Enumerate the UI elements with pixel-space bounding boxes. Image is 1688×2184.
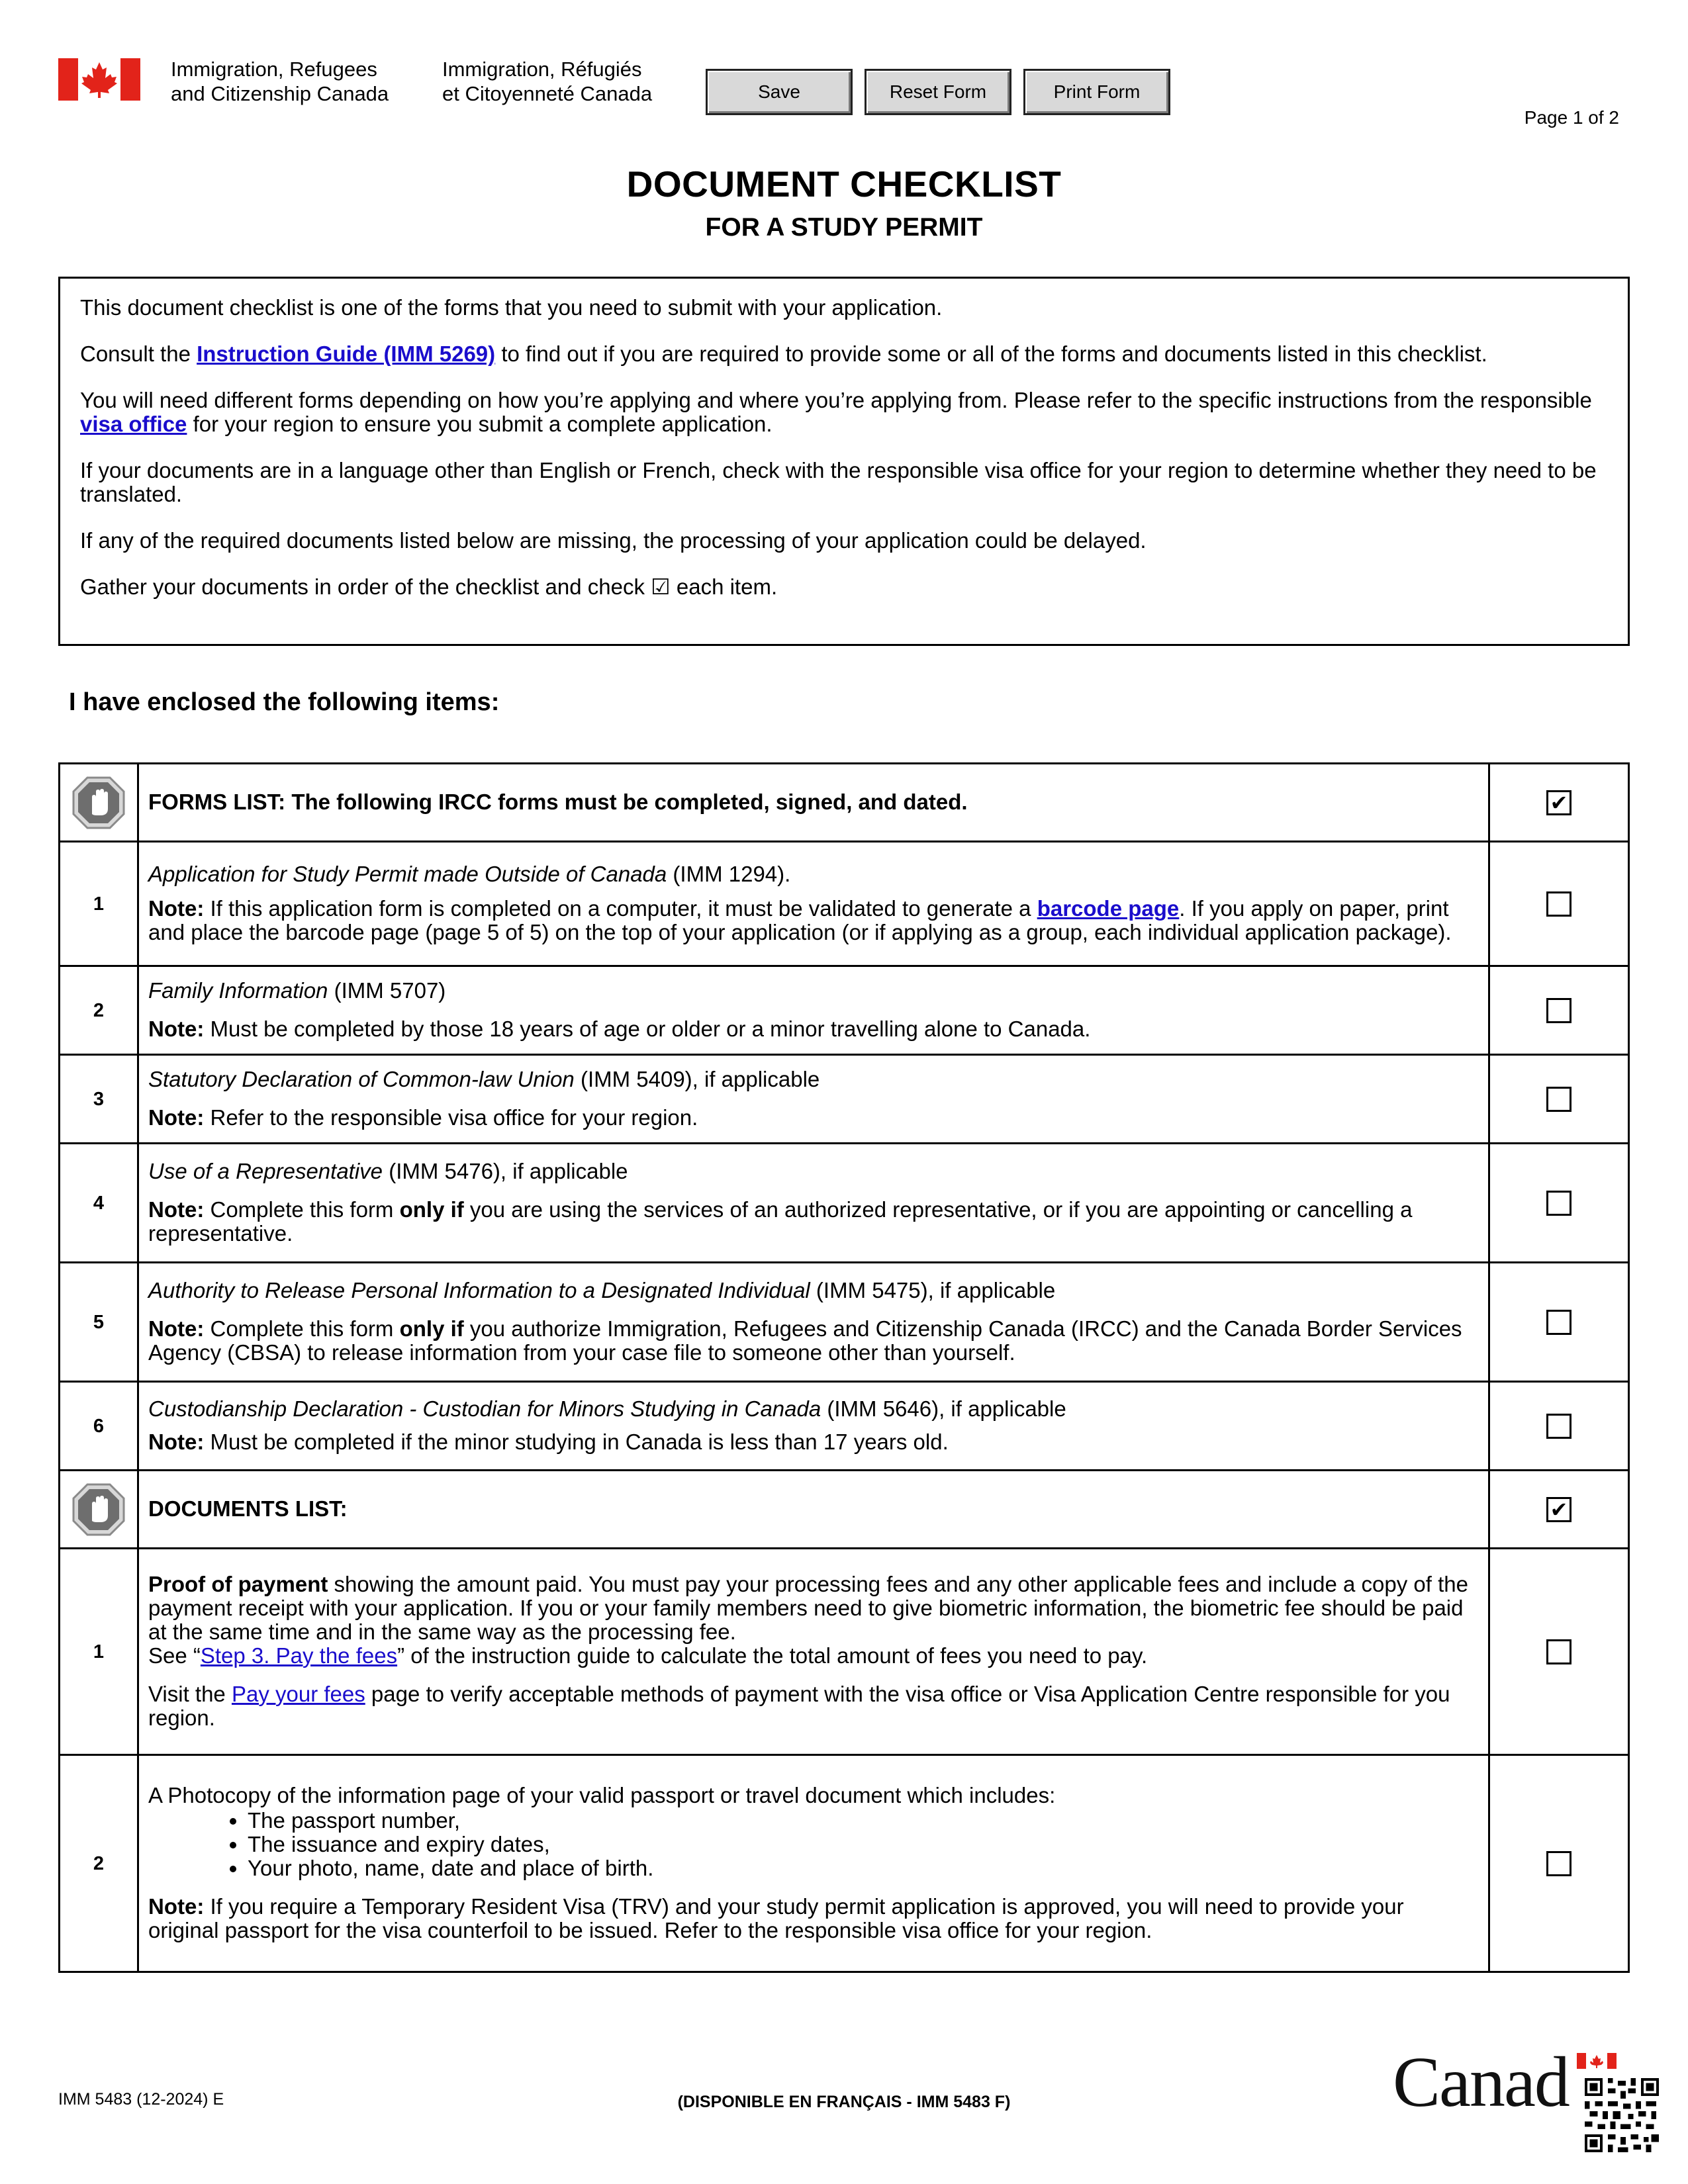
table-row: [60, 966, 1629, 1055]
item-description: Application for Study Permit made Outside of Canada (IMM 1294). Note: If this application form is completed on a computer, it must be validated to generate a barcode page. If you apply on paper, print and place the barcode page (page 5 of 5) on the top of your application (or if applying as a group, each individual application package).: [138, 842, 1489, 966]
documents-list-checkbox[interactable]: ✔: [1546, 1497, 1571, 1522]
intro-paragraph: This document checklist is one of the forms that you need to submit with your application.: [80, 295, 943, 320]
pay-your-fees-link[interactable]: Pay your fees: [231, 1681, 365, 1706]
department-name-french: Immigration, Réfugiés et Citoyenneté Canada: [442, 58, 653, 105]
item-checkbox[interactable]: [1546, 998, 1571, 1023]
checked-box-symbol: ☑: [651, 574, 671, 599]
table-row: [60, 1263, 1629, 1382]
canada-flag-icon: [58, 58, 140, 101]
enclosed-heading: I have enclosed the following items:: [69, 688, 500, 716]
intro-paragraph: If any of the required documents listed below are missing, the processing of your application could be delayed.: [80, 528, 1147, 553]
table-row: [60, 1382, 1629, 1471]
item-number: 2: [60, 1755, 138, 1972]
item-number: 2: [60, 966, 138, 1055]
intro-paragraph: If your documents are in a language other than English or French, check with the responsible visa office for your region to determine whether they need to be translated.: [80, 458, 1597, 506]
list-item: • The passport number,: [248, 1809, 1480, 1833]
item-number: 3: [60, 1055, 138, 1144]
item-checkbox[interactable]: [1546, 1310, 1571, 1335]
intro-paragraph: Gather your documents in order of the checklist and check ☑ each item.: [80, 574, 778, 599]
section-icon-cell: [60, 1471, 138, 1549]
item-checkbox[interactable]: [1546, 1851, 1571, 1876]
table-row: [60, 1055, 1629, 1144]
item-description: Authority to Release Personal Information to a Designated Individual (IMM 5475), if applicable Note: Complete this form only if you authorize Immigration, Refugees and Citizenship Canada (IRCC) and the Canada Border Services Agency (CBSA) to release information from your case file to someone other than yourself.: [138, 1263, 1489, 1382]
page-subtitle: FOR A STUDY PERMIT: [705, 213, 983, 242]
item-checkbox[interactable]: [1546, 891, 1571, 917]
forms-list-header: FORMS LIST: The following IRCC forms must be completed, signed, and dated.: [138, 764, 1489, 842]
table-row: [60, 1755, 1629, 1972]
barcode-page-link[interactable]: barcode page: [1037, 895, 1180, 921]
table-row: [60, 1144, 1629, 1263]
list-item: • The issuance and expiry dates,: [248, 1833, 1480, 1856]
step-3-pay-fees-link[interactable]: Step 3. Pay the fees: [200, 1643, 398, 1668]
save-button[interactable]: Save: [706, 69, 853, 115]
canada-wordmark: Canad: [1393, 2043, 1569, 2122]
page-title: DOCUMENT CHECKLIST: [626, 163, 1062, 205]
intro-paragraph: You will need different forms depending on how you’re applying and where you’re applying from. Please refer to the specific instructions from the responsible visa office for your region to ensure you submit a complete application.: [80, 388, 1592, 436]
item-checkbox[interactable]: [1546, 1191, 1571, 1216]
item-number: 1: [60, 1549, 138, 1755]
forms-list-header-row: [60, 764, 1629, 842]
item-description: Statutory Declaration of Common-law Union (IMM 5409), if applicable Note: Refer to the responsible visa office for your region.: [138, 1055, 1489, 1144]
qr-code-icon: [1585, 2078, 1659, 2152]
wordmark-flag-icon: [1577, 2053, 1617, 2069]
french-version-note: (DISPONIBLE EN FRANÇAIS - IMM 5483 F): [677, 2093, 1011, 2111]
checklist-table: [58, 762, 1630, 1973]
item-description: Custodianship Declaration - Custodian for Minors Studying in Canada (IMM 5646), if applicable Note: Must be completed if the minor studying in Canada is less than 17 years old.: [138, 1382, 1489, 1471]
item-description: Use of a Representative (IMM 5476), if applicable Note: Complete this form only if you are using the services of an authorized representative, or if you are appointing or cancelling a representative.: [138, 1144, 1489, 1263]
section-icon-cell: [60, 764, 138, 842]
print-form-button[interactable]: Print Form: [1023, 69, 1170, 115]
form-number: IMM 5483 (12-2024) E: [58, 2090, 224, 2109]
visa-office-link[interactable]: visa office: [80, 412, 187, 436]
list-item: • Your photo, name, date and place of birth.: [248, 1856, 1480, 1880]
forms-list-checkbox[interactable]: ✔: [1546, 790, 1571, 815]
table-row: [60, 842, 1629, 966]
page-number: Page 1 of 2: [1524, 107, 1619, 128]
documents-list-header: DOCUMENTS LIST:: [138, 1471, 1489, 1549]
item-checkbox[interactable]: [1546, 1414, 1571, 1439]
stop-hand-icon: [71, 776, 126, 830]
documents-list-header-row: [60, 1471, 1629, 1549]
item-number: 1: [60, 842, 138, 966]
item-number: 4: [60, 1144, 138, 1263]
reset-form-button[interactable]: Reset Form: [865, 69, 1011, 115]
intro-paragraph: Consult the Instruction Guide (IMM 5269) to find out if you are required to provide some or all of the forms and documents listed in this checklist.: [80, 341, 1487, 366]
item-checkbox[interactable]: [1546, 1639, 1571, 1664]
item-checkbox[interactable]: [1546, 1087, 1571, 1112]
item-number: 6: [60, 1382, 138, 1471]
item-description: Family Information (IMM 5707) Note: Must be completed by those 18 years of age or older or a minor travelling alone to Canada.: [138, 966, 1489, 1055]
table-row: [60, 1549, 1629, 1755]
department-name-english: Immigration, Refugees and Citizenship Canada: [171, 58, 389, 105]
instruction-guide-link[interactable]: Instruction Guide (IMM 5269): [197, 341, 496, 366]
passport-requirements-list: [148, 1809, 1480, 1880]
item-description: A Photocopy of the information page of your valid passport or travel document which includes: • The passport number, • The issuance and expiry dates, • Your photo, name, date and place of birth. Note: If you require a Temporary Resident Visa (TRV) and your study permit application is approved, you will need to provide your original passport for the visa counterfoil to be issued. Refer to the responsible visa office for your region.: [138, 1755, 1489, 1972]
item-description: Proof of payment showing the amount paid. You must pay your processing fees and any other applicable fees and include a copy of the payment receipt with your application. If you or your family members need to give biometric information, the biometric fee should be paid at the same time and in the same way as the processing fee. See “Step 3. Pay the fees” of the instruction guide to calculate the total amount of fees you need to pay. Visit the Pay your fees page to verify acceptable methods of payment with the visa office or Visa Application Centre responsible for you region.: [138, 1549, 1489, 1755]
item-number: 5: [60, 1263, 138, 1382]
stop-hand-icon: [71, 1482, 126, 1537]
instructions-box: [58, 277, 1630, 646]
